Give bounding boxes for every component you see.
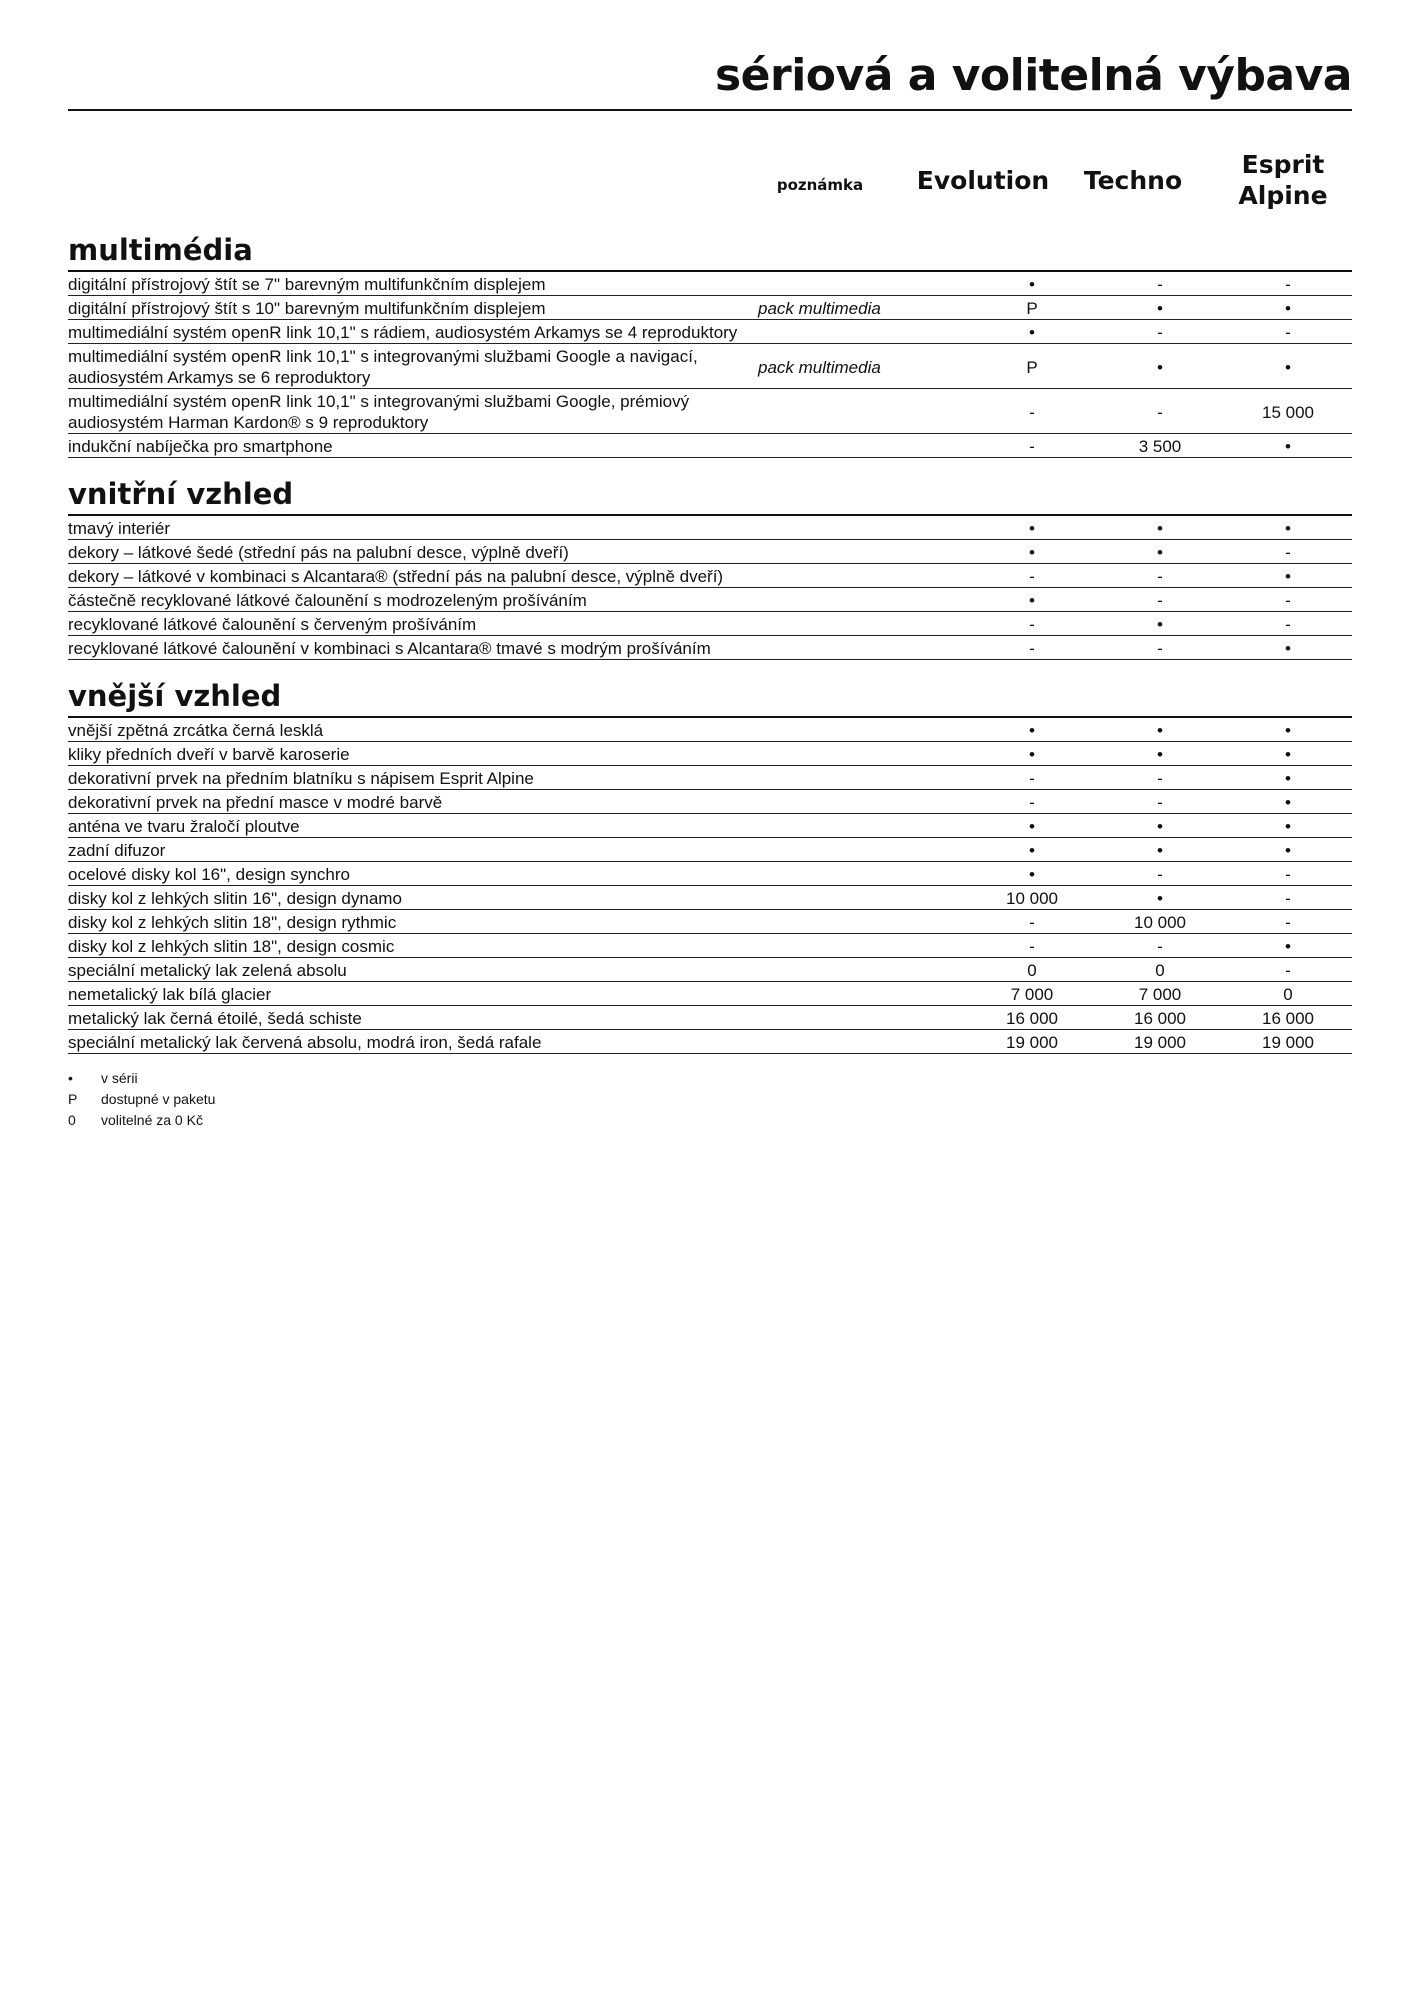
techno-cell: •: [1096, 296, 1224, 320]
evolution-cell: •: [968, 540, 1096, 564]
evolution-cell: 7 000: [968, 982, 1096, 1006]
column-header-techno: Techno: [1083, 166, 1183, 195]
evolution-cell: P: [968, 344, 1096, 389]
feature-cell: ocelové disky kol 16", design synchro: [68, 862, 758, 886]
table-row: [68, 1006, 1352, 1030]
table-row: [68, 636, 1352, 660]
techno-cell: -: [1096, 636, 1224, 660]
feature-cell: tmavý interiér: [68, 515, 758, 540]
esprit-cell: -: [1224, 271, 1352, 296]
table-row: [68, 742, 1352, 766]
techno-cell: 0: [1096, 958, 1224, 982]
esprit-cell: •: [1224, 934, 1352, 958]
note-cell: [758, 636, 968, 660]
evolution-cell: -: [968, 934, 1096, 958]
note-cell: [758, 540, 968, 564]
table-row: [68, 320, 1352, 344]
feature-cell: multimediální systém openR link 10,1" s integrovanými službami Google a navigací, audiosystém Arkamys se 6 reproduktory: [68, 344, 758, 389]
esprit-cell: -: [1224, 910, 1352, 934]
feature-cell: recyklované látkové čalounění v kombinaci s Alcantara® tmavé s modrým prošíváním: [68, 636, 758, 660]
esprit-cell: •: [1224, 717, 1352, 742]
legend-text: volitelné za 0 Kč: [101, 1112, 203, 1128]
feature-cell: multimediální systém openR link 10,1" s rádiem, audiosystém Arkamys se 4 reproduktory: [68, 320, 758, 344]
techno-cell: •: [1096, 515, 1224, 540]
esprit-cell: •: [1224, 636, 1352, 660]
evolution-cell: •: [968, 742, 1096, 766]
esprit-cell: •: [1224, 814, 1352, 838]
techno-cell: -: [1096, 588, 1224, 612]
evolution-cell: -: [968, 636, 1096, 660]
feature-cell: digitální přístrojový štít se 7" barevným multifunkčním displejem: [68, 271, 758, 296]
evolution-cell: 19 000: [968, 1030, 1096, 1054]
techno-cell: 19 000: [1096, 1030, 1224, 1054]
esprit-cell: •: [1224, 838, 1352, 862]
spec-content: [68, 230, 1352, 1131]
table-row: [68, 910, 1352, 934]
evolution-cell: •: [968, 862, 1096, 886]
table-row: [68, 296, 1352, 320]
table-row: [68, 540, 1352, 564]
esprit-cell: -: [1224, 540, 1352, 564]
table-row: [68, 564, 1352, 588]
table-row: [68, 766, 1352, 790]
techno-cell: •: [1096, 886, 1224, 910]
esprit-cell: •: [1224, 296, 1352, 320]
esprit-cell: •: [1224, 344, 1352, 389]
techno-cell: •: [1096, 838, 1224, 862]
table-row: [68, 838, 1352, 862]
esprit-cell: -: [1224, 958, 1352, 982]
legend-symbol: 0: [68, 1112, 76, 1128]
note-cell: pack multimedia: [758, 344, 968, 389]
feature-cell: dekory – látkové v kombinaci s Alcantara® (střední pás na palubní desce, výplně dveří): [68, 564, 758, 588]
legend: [68, 1068, 1352, 1131]
esprit-cell: •: [1224, 564, 1352, 588]
table-row: [68, 958, 1352, 982]
techno-cell: •: [1096, 717, 1224, 742]
esprit-cell: 19 000: [1224, 1030, 1352, 1054]
feature-cell: disky kol z lehkých slitin 16", design dynamo: [68, 886, 758, 910]
feature-cell: metalický lak černá étoilé, šedá schiste: [68, 1006, 758, 1030]
evolution-cell: -: [968, 910, 1096, 934]
evolution-cell: •: [968, 838, 1096, 862]
esprit-cell: •: [1224, 434, 1352, 458]
title-divider: [68, 109, 1352, 111]
note-cell: [758, 564, 968, 588]
page-title: sériová a volitelná výbava: [714, 50, 1352, 101]
legend-item: [68, 1068, 1352, 1089]
note-cell: [758, 389, 968, 434]
note-cell: [758, 910, 968, 934]
feature-cell: recyklované látkové čalounění s červeným prošíváním: [68, 612, 758, 636]
note-cell: [758, 934, 968, 958]
legend-symbol: •: [68, 1070, 73, 1086]
evolution-cell: •: [968, 588, 1096, 612]
legend-item: [68, 1089, 1352, 1110]
column-header-esprit-alpine: [1208, 149, 1358, 211]
evolution-cell: •: [968, 814, 1096, 838]
evolution-cell: P: [968, 296, 1096, 320]
evolution-cell: •: [968, 320, 1096, 344]
table-row: [68, 434, 1352, 458]
section-title: multimédia: [68, 233, 253, 267]
note-cell: [758, 717, 968, 742]
table-row: [68, 389, 1352, 434]
evolution-cell: •: [968, 515, 1096, 540]
evolution-cell: •: [968, 271, 1096, 296]
feature-cell: vnější zpětná zrcátka černá lesklá: [68, 717, 758, 742]
table-row: [68, 934, 1352, 958]
techno-cell: 10 000: [1096, 910, 1224, 934]
evolution-cell: -: [968, 434, 1096, 458]
note-cell: [758, 766, 968, 790]
table-row: [68, 982, 1352, 1006]
table-row: [68, 862, 1352, 886]
techno-cell: -: [1096, 766, 1224, 790]
table-row: [68, 588, 1352, 612]
esprit-cell: -: [1224, 862, 1352, 886]
column-header-note: poznámka: [776, 176, 864, 194]
section-title: vnitřní vzhled: [68, 477, 294, 511]
techno-cell: -: [1096, 271, 1224, 296]
feature-cell: disky kol z lehkých slitin 18", design rythmic: [68, 910, 758, 934]
techno-cell: •: [1096, 540, 1224, 564]
esprit-cell: -: [1224, 320, 1352, 344]
evolution-cell: -: [968, 766, 1096, 790]
feature-cell: speciální metalický lak červená absolu, modrá iron, šedá rafale: [68, 1030, 758, 1054]
techno-cell: -: [1096, 564, 1224, 588]
column-header-esprit-line1: Esprit: [1241, 150, 1325, 179]
esprit-cell: 16 000: [1224, 1006, 1352, 1030]
techno-cell: •: [1096, 742, 1224, 766]
note-cell: [758, 814, 968, 838]
legend-text: dostupné v paketu: [101, 1091, 216, 1107]
feature-cell: dekorativní prvek na předním blatníku s nápisem Esprit Alpine: [68, 766, 758, 790]
esprit-cell: -: [1224, 886, 1352, 910]
techno-cell: -: [1096, 934, 1224, 958]
table-row: [68, 814, 1352, 838]
esprit-cell: •: [1224, 766, 1352, 790]
note-cell: [758, 515, 968, 540]
note-cell: [758, 886, 968, 910]
table-row: [68, 790, 1352, 814]
note-cell: [758, 588, 968, 612]
feature-cell: indukční nabíječka pro smartphone: [68, 434, 758, 458]
evolution-cell: -: [968, 389, 1096, 434]
techno-cell: -: [1096, 389, 1224, 434]
table-row: [68, 886, 1352, 910]
column-header-esprit-line2: Alpine: [1238, 181, 1328, 210]
esprit-cell: •: [1224, 515, 1352, 540]
note-cell: [758, 434, 968, 458]
evolution-cell: •: [968, 717, 1096, 742]
note-cell: pack multimedia: [758, 296, 968, 320]
evolution-cell: -: [968, 790, 1096, 814]
feature-cell: zadní difuzor: [68, 838, 758, 862]
table-row: [68, 717, 1352, 742]
note-cell: [758, 1030, 968, 1054]
esprit-cell: -: [1224, 588, 1352, 612]
spec-table: [68, 716, 1352, 1054]
column-header-evolution: Evolution: [916, 166, 1050, 195]
techno-cell: •: [1096, 814, 1224, 838]
esprit-cell: •: [1224, 790, 1352, 814]
techno-cell: •: [1096, 612, 1224, 636]
feature-cell: speciální metalický lak zelená absolu: [68, 958, 758, 982]
note-cell: [758, 742, 968, 766]
techno-cell: •: [1096, 344, 1224, 389]
feature-cell: multimediální systém openR link 10,1" s integrovanými službami Google, prémiový audiosystém Harman Kardon® s 9 reproduktory: [68, 389, 758, 434]
techno-cell: -: [1096, 790, 1224, 814]
feature-cell: dekorativní prvek na přední masce v modré barvě: [68, 790, 758, 814]
note-cell: [758, 838, 968, 862]
techno-cell: -: [1096, 862, 1224, 886]
legend-text: v sérii: [101, 1070, 138, 1086]
techno-cell: 7 000: [1096, 982, 1224, 1006]
esprit-cell: -: [1224, 612, 1352, 636]
note-cell: [758, 320, 968, 344]
feature-cell: kliky předních dveří v barvě karoserie: [68, 742, 758, 766]
table-row: [68, 344, 1352, 389]
feature-cell: částečně recyklované látkové čalounění s modrozeleným prošíváním: [68, 588, 758, 612]
table-row: [68, 1030, 1352, 1054]
section-title: vnější vzhled: [68, 679, 282, 713]
note-cell: [758, 271, 968, 296]
note-cell: [758, 862, 968, 886]
note-cell: [758, 790, 968, 814]
esprit-cell: 0: [1224, 982, 1352, 1006]
evolution-cell: -: [968, 564, 1096, 588]
spec-table: [68, 270, 1352, 458]
esprit-cell: 15 000: [1224, 389, 1352, 434]
note-cell: [758, 958, 968, 982]
feature-cell: digitální přístrojový štít s 10" barevným multifunkčním displejem: [68, 296, 758, 320]
evolution-cell: 0: [968, 958, 1096, 982]
spec-table: [68, 514, 1352, 660]
legend-item: [68, 1110, 1352, 1131]
legend-symbol: P: [68, 1091, 78, 1107]
techno-cell: 3 500: [1096, 434, 1224, 458]
evolution-cell: 10 000: [968, 886, 1096, 910]
note-cell: [758, 982, 968, 1006]
feature-cell: anténa ve tvaru žraločí ploutve: [68, 814, 758, 838]
note-cell: [758, 612, 968, 636]
esprit-cell: •: [1224, 742, 1352, 766]
note-cell: [758, 1006, 968, 1030]
feature-cell: disky kol z lehkých slitin 18", design cosmic: [68, 934, 758, 958]
feature-cell: dekory – látkové šedé (střední pás na palubní desce, výplně dveří): [68, 540, 758, 564]
techno-cell: -: [1096, 320, 1224, 344]
table-row: [68, 612, 1352, 636]
table-row: [68, 271, 1352, 296]
techno-cell: 16 000: [1096, 1006, 1224, 1030]
evolution-cell: -: [968, 612, 1096, 636]
feature-cell: nemetalický lak bílá glacier: [68, 982, 758, 1006]
table-row: [68, 515, 1352, 540]
evolution-cell: 16 000: [968, 1006, 1096, 1030]
